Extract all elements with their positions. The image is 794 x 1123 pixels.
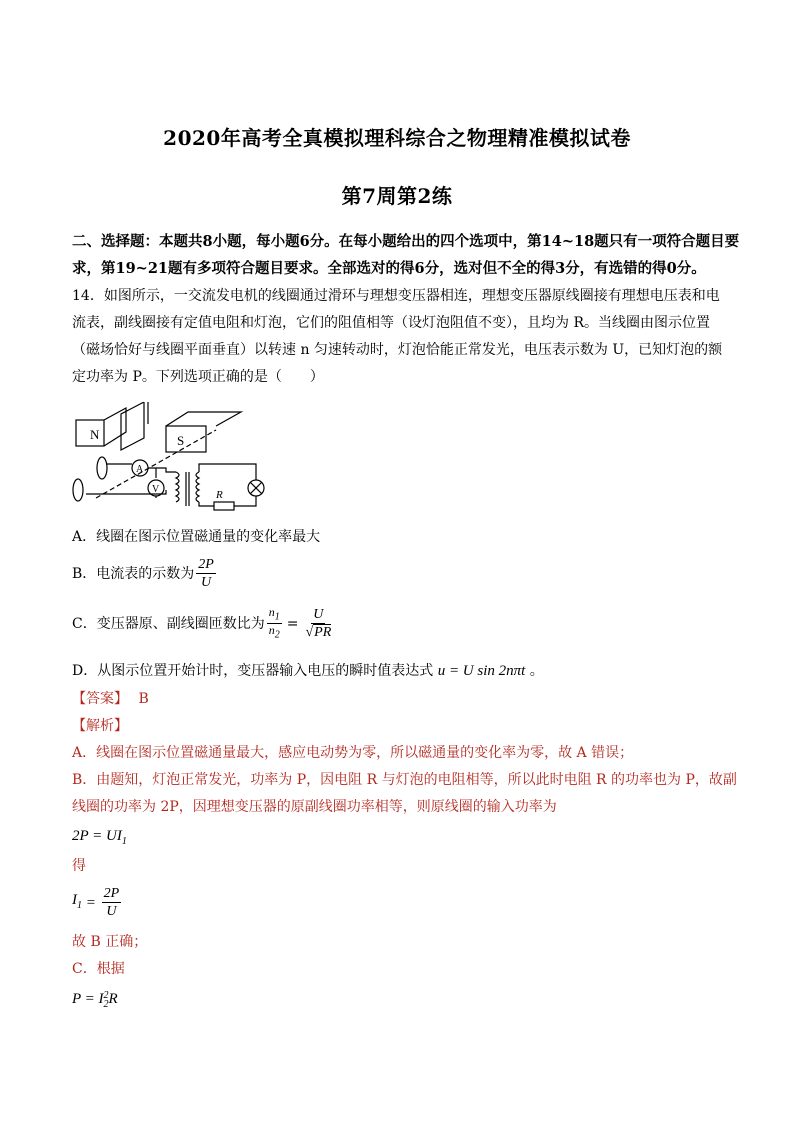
equation-2-numerator: 2P [103, 886, 120, 901]
equation-2 [72, 885, 123, 920]
option-c-prefix: C．变压器原、副线圈匝数比为 [72, 615, 265, 632]
analysis-b-end: 故 B 正确； [72, 934, 148, 950]
option-b [72, 556, 218, 591]
answer-line [72, 689, 149, 709]
equation-3-sub: 2 [103, 998, 109, 1010]
option-d-formula: u = U sin 2nπt [437, 663, 526, 679]
option-b-denominator: U [201, 575, 212, 590]
section-header-line-2: 求，第19~21题有多项符合题目要求。全部选对的得6分，选对但不全的得3分，有选错的得0分。 [72, 260, 706, 277]
analysis-label: 【解析】 [72, 718, 128, 734]
equation-3-r: R [108, 991, 118, 1007]
option-c-turns-ratio [267, 606, 282, 642]
s-magnet-block [166, 426, 206, 452]
option-c-n2: n [268, 623, 275, 638]
equation-2-sub: 1 [77, 899, 82, 911]
analysis-de: 得 [72, 858, 86, 874]
option-b-numerator: 2P [198, 557, 214, 572]
option-c-numerator: U [313, 607, 324, 623]
answer-label: 【答案】 [72, 691, 128, 707]
question-line-1: 14．如图所示，一交流发电机的线圈通过滑环与理想变压器相连，理想变压器原线圈接有理想电压表和电 [72, 288, 720, 304]
question-line-4: 定功率为 P。下列选项正确的是（ ） [72, 369, 324, 385]
question-line-2: 流表，副线圈接有定值电阻和灯泡，它们的阻值相等（设灯泡阻值不变），且均为 R。当线圈由图示位置 [72, 315, 710, 331]
equation-1-sub: 1 [121, 836, 127, 847]
section-header-line-1: 二、选择题：本题共8小题，每小题6分。在每小题给出的四个选项中，第14~18题只有一项符合题目要 [72, 233, 740, 250]
equation-2-equals: = [82, 894, 100, 911]
equation-2-lhs: I [72, 891, 77, 908]
option-b-prefix: B．电流表的示数为 [72, 565, 195, 582]
document-subtitle: 第7周第2练 [341, 184, 453, 208]
equation-2-fraction [102, 885, 122, 920]
generator-transformer-figure [66, 402, 266, 520]
option-c-denominator: PR [314, 625, 332, 641]
analysis-b-line-2: 线圈的功率为 2P，因理想变压器的原副线圈功率相等，则原线圈的输入功率为 [72, 799, 557, 815]
label-n: N [90, 427, 100, 442]
option-a: A．线圈在图示位置磁通量的变化率最大 [72, 529, 321, 545]
option-c-fraction: $\frac{U}{√PR}$ [305, 607, 332, 641]
equation-2-denominator: U [106, 904, 117, 919]
answer-value: B [138, 691, 149, 707]
option-b-fraction [196, 556, 216, 591]
resistor-symbol [214, 502, 234, 510]
option-c-n1: n [268, 605, 275, 619]
label-s: S [177, 433, 185, 448]
equation-1 [72, 826, 127, 852]
option-d [72, 661, 544, 681]
label-voltmeter: V [152, 484, 160, 495]
question-line-3: （磁场恰好与线圈平面垂直）以转速 n 匀速转动时，灯泡恰能正常发光，电压表示数为 U，已知灯泡的额 [72, 342, 723, 358]
equation-3-sup: 2 [103, 989, 109, 1001]
option-c-equals: = [286, 615, 299, 632]
analysis-a: A．线圈在图示位置磁通量最大，感应电动势为零，所以磁通量的变化率为零，故 A 错误； [72, 745, 634, 761]
equation-1-text: 2P = UI [72, 828, 122, 844]
document-title: 2020年高考全真模拟理科综合之物理精准模拟试卷 [163, 126, 631, 150]
analysis-c-start: C．根据 [72, 961, 125, 977]
option-c-n2-sub: 2 [274, 629, 280, 641]
option-c [72, 606, 335, 642]
label-resistor: R [216, 489, 223, 501]
option-c-n1-sub: 1 [274, 611, 280, 623]
label-ammeter: A [136, 464, 144, 475]
equation-3-lhs: P = I [72, 991, 104, 1007]
analysis-b-line-1: B．由题知，灯泡正常发光，功率为 P，因电阻 R 与灯泡的电阻相等，所以此时电阻 R 的功率也为 P，故副 [72, 772, 737, 788]
option-d-end: 。 [529, 663, 544, 679]
option-d-text: D．从图示位置开始计时，变压器输入电压的瞬时值表达式 [72, 663, 434, 679]
equation-3 [72, 989, 118, 1009]
